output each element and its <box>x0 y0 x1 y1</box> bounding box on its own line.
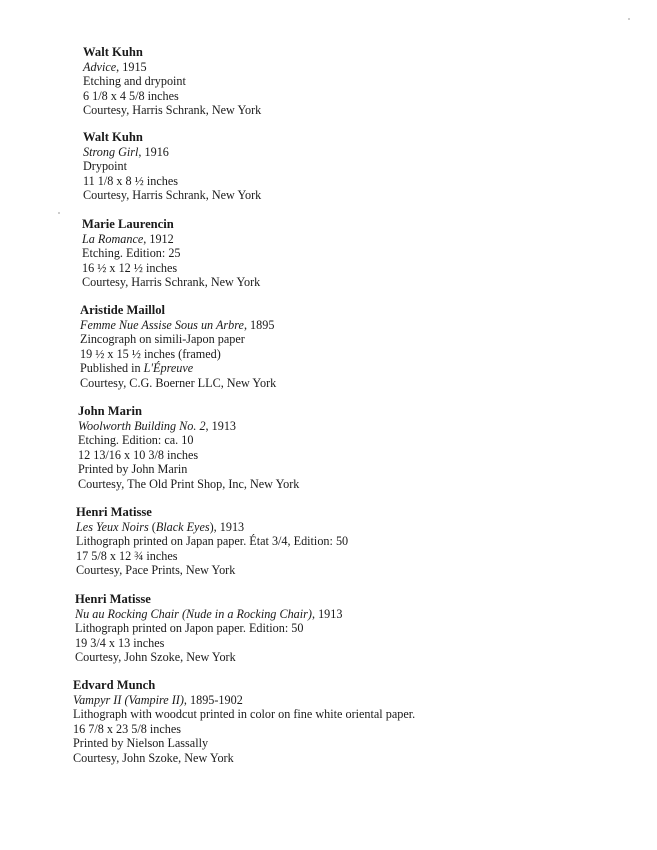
artwork-date: , 1913 <box>311 606 343 621</box>
credit-line: Courtesy, John Szoke, New York <box>73 750 234 765</box>
artist-name: Aristide Maillol <box>80 303 165 317</box>
credit-line: Courtesy, John Szoke, New York <box>75 650 236 665</box>
credit-line: Courtesy, Harris Schrank, New York <box>83 103 262 118</box>
artist-name: Marie Laurencin <box>82 217 174 231</box>
dimensions: 11 1/8 x 8 ½ inches <box>83 173 179 188</box>
artwork-date: , 1912 <box>143 231 174 246</box>
catalog-entry <box>78 404 299 492</box>
catalog-entry <box>73 678 415 766</box>
credit-line: Courtesy, The Old Print Shop, Inc, New York <box>78 476 300 491</box>
credit-line: Courtesy, C.G. Boerner LLC, New York <box>80 375 277 390</box>
dimensions: 12 13/16 x 10 3/8 inches <box>78 447 199 462</box>
artwork-date: , 1915 <box>116 59 147 74</box>
artwork-date: , 1895 <box>243 317 275 332</box>
artist-name: Henri Matisse <box>76 505 152 519</box>
catalog-entry <box>76 505 348 578</box>
artwork-title: Vampyr II (Vampire II) <box>73 692 184 707</box>
artist-name: Edvard Munch <box>73 678 156 692</box>
publication-title: L'Épreuve <box>143 361 194 376</box>
printer-line: Printed by John Marin <box>78 462 188 477</box>
artwork-title-line <box>78 419 299 434</box>
medium: Drypoint <box>83 159 128 174</box>
catalog-entry <box>83 130 261 203</box>
title-separator: ( <box>148 519 156 534</box>
artwork-title: Advice <box>83 59 117 74</box>
catalog-entry <box>82 217 260 290</box>
scan-speck <box>58 212 60 214</box>
catalog-entry <box>83 45 261 118</box>
artist-name: Walt Kuhn <box>83 130 143 144</box>
artwork-title: Femme Nue Assise Sous un Arbre <box>80 317 244 332</box>
dimensions: 6 1/8 x 4 5/8 inches <box>83 88 179 103</box>
artwork-title-translation: Black Eyes <box>155 519 210 534</box>
medium: Lithograph with woodcut printed in color on fine white oriental paper. <box>73 707 416 722</box>
artwork-title: Nu au Rocking Chair (Nude in a Rocking Chair) <box>75 606 312 621</box>
dimensions: 19 3/4 x 13 inches <box>75 635 165 650</box>
artwork-title-line <box>76 520 348 535</box>
medium: Lithograph printed on Japan paper. État 3/4, Edition: 50 <box>76 534 349 549</box>
dimensions: 19 ½ x 15 ½ inches (framed) <box>80 346 221 361</box>
publication-prefix: Published in <box>80 361 144 376</box>
artwork-title-line <box>82 232 260 247</box>
dimensions: 16 ½ x 12 ½ inches <box>82 260 178 275</box>
artwork-title: La Romance <box>82 231 144 246</box>
artwork-title-line <box>80 318 276 333</box>
medium: Lithograph printed on Japon paper. Edition: 50 <box>75 621 304 636</box>
artist-name: Henri Matisse <box>75 592 151 606</box>
artwork-date: ), 1913 <box>209 519 245 534</box>
catalog-entry <box>75 592 342 665</box>
artwork-title-line <box>75 607 342 622</box>
artist-name: John Marin <box>78 404 143 418</box>
medium: Zincograph on simili-Japon paper <box>80 332 245 347</box>
publication-line <box>80 361 276 376</box>
credit-line: Courtesy, Harris Schrank, New York <box>82 275 261 290</box>
medium: Etching. Edition: 25 <box>82 246 181 261</box>
artwork-date: , 1895-1902 <box>183 692 243 707</box>
credit-line: Courtesy, Pace Prints, New York <box>76 563 236 578</box>
artwork-title-line <box>73 693 415 708</box>
printer-line: Printed by Nielson Lassally <box>73 736 209 751</box>
dimensions: 17 5/8 x 12 ¾ inches <box>76 548 178 563</box>
artwork-title: Les Yeux Noirs <box>76 519 149 534</box>
artwork-date: , 1913 <box>205 418 237 433</box>
medium: Etching and drypoint <box>83 74 186 89</box>
artwork-title: Strong Girl <box>83 144 139 159</box>
dimensions: 16 7/8 x 23 5/8 inches <box>73 721 181 736</box>
artwork-date: , 1916 <box>138 144 169 159</box>
artwork-title-line <box>83 60 261 75</box>
credit-line: Courtesy, Harris Schrank, New York <box>83 188 262 203</box>
artwork-title: Woolworth Building No. 2 <box>78 418 206 433</box>
catalog-entry <box>80 303 276 391</box>
scan-speck <box>628 18 630 20</box>
medium: Etching. Edition: ca. 10 <box>78 433 194 448</box>
artist-name: Walt Kuhn <box>83 45 143 59</box>
artwork-title-line <box>83 145 261 160</box>
